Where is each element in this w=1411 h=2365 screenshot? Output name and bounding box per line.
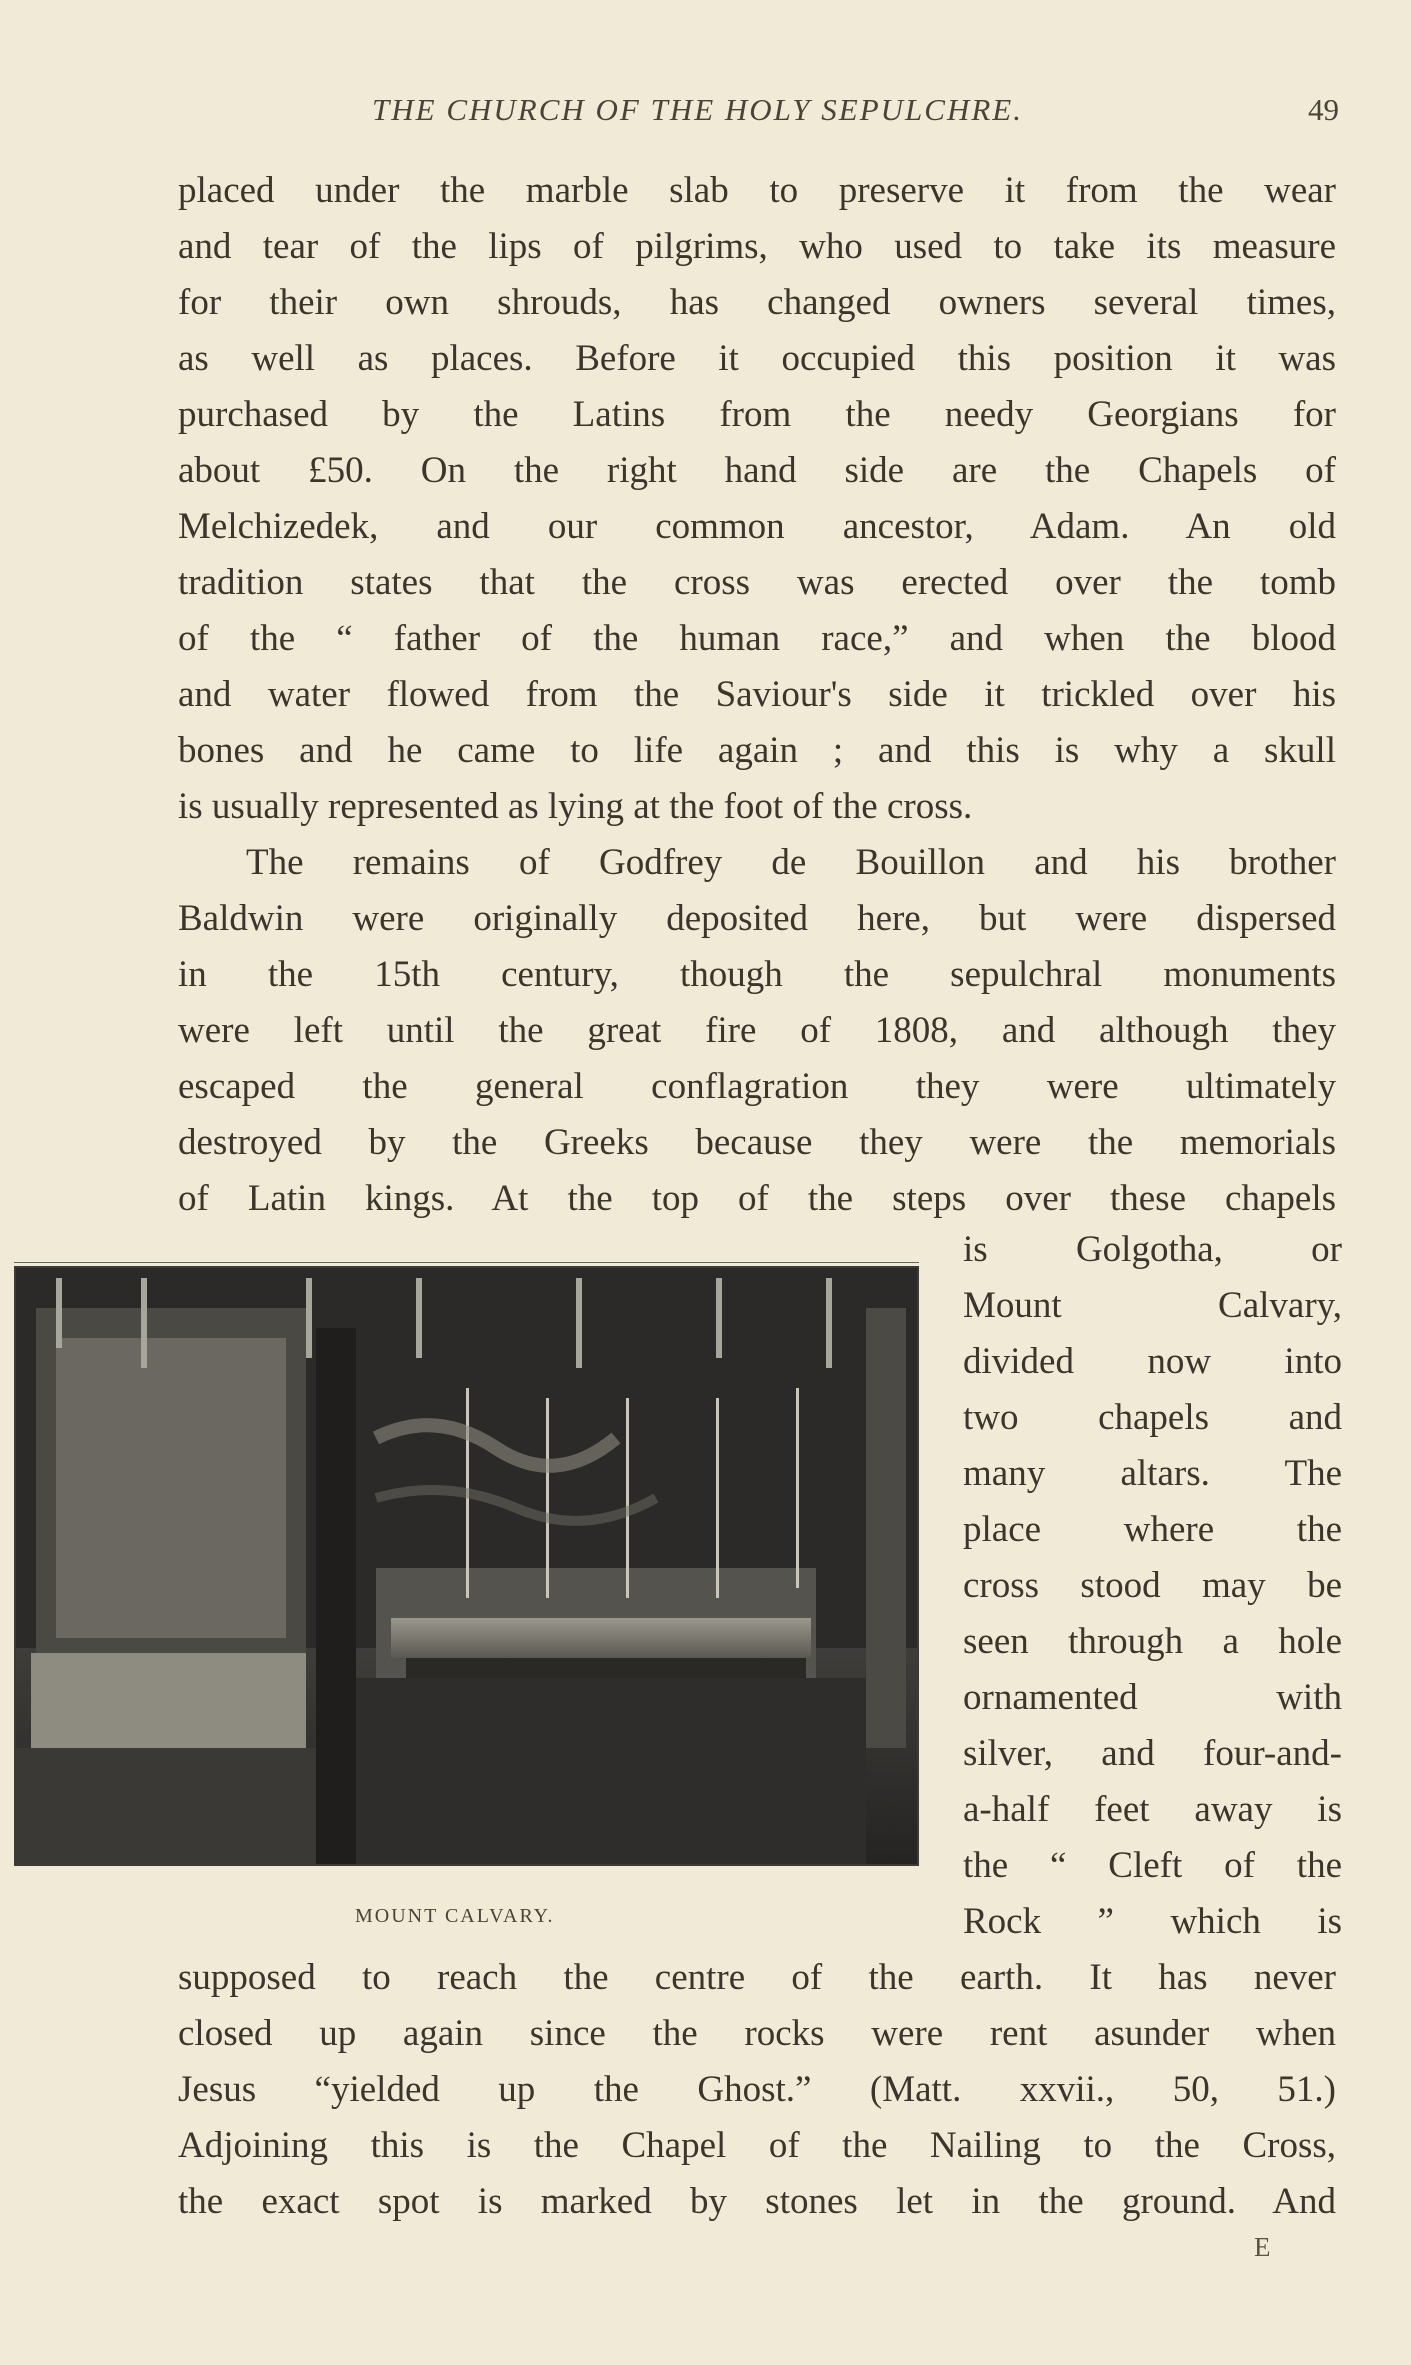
text-line: Adjoining this is the Chapel of the Nailing to the Cross,: [178, 2125, 1336, 2166]
text-line: Melchizedek, and our common ancestor, Adam. An old: [178, 506, 1336, 547]
mount-calvary-illustration: [14, 1266, 919, 1866]
text-line: placed under the marble slab to preserve it from the wear: [178, 170, 1336, 211]
text-line: of Latin kings. At the top of the steps over these chapels: [178, 1178, 1336, 1219]
illustration-image: [16, 1268, 917, 1864]
text-line: seen through a hole: [963, 1621, 1342, 1662]
text-line: the exact spot is marked by stones let in the ground. And: [178, 2181, 1336, 2222]
text-line: for their own shrouds, has changed owners several times,: [178, 282, 1336, 323]
text-line: is usually represented as lying at the foot of the cross.: [178, 786, 973, 827]
figure-caption: MOUNT CALVARY.: [355, 1905, 555, 1927]
text-line: and water flowed from the Saviour's side it trickled over his: [178, 674, 1336, 715]
text-line: ornamented with: [963, 1677, 1342, 1718]
body-text-top: [178, 163, 1336, 1227]
text-line: bones and he came to life again ; and this is why a skull: [178, 730, 1336, 771]
text-line: the “ Cleft of the: [963, 1845, 1342, 1886]
text-line: Rock ” which is: [963, 1901, 1342, 1942]
text-line: silver, and four-and-: [963, 1733, 1342, 1774]
text-line: divided now into: [963, 1341, 1342, 1382]
text-line: Mount Calvary,: [963, 1285, 1342, 1326]
text-line: Jesus “yielded up the Ghost.” (Matt. xxvii., 50, 51.): [178, 2069, 1336, 2110]
page-number: 49: [1308, 92, 1339, 127]
body-text-side: [963, 1222, 1342, 1950]
text-line: about £50. On the right hand side are the Chapels of: [178, 450, 1336, 491]
text-line: cross stood may be: [963, 1565, 1342, 1606]
text-line: purchased by the Latins from the needy Georgians for: [178, 394, 1336, 435]
text-line: place where the: [963, 1509, 1342, 1550]
text-line: tradition states that the cross was erected over the tomb: [178, 562, 1336, 603]
running-head: [0, 92, 1411, 132]
text-line: as well as places. Before it occupied this position it was: [178, 338, 1336, 379]
text-line: in the 15th century, though the sepulchral monuments: [178, 954, 1336, 995]
running-title: THE CHURCH OF THE HOLY SEPULCHRE.: [372, 92, 1023, 127]
text-line: is Golgotha, or: [963, 1229, 1342, 1270]
signature-mark: E: [1254, 2232, 1271, 2262]
text-line: of the “ father of the human race,” and when the blood: [178, 618, 1336, 659]
text-line: a-half feet away is: [963, 1789, 1342, 1830]
text-line: and tear of the lips of pilgrims, who used to take its measure: [178, 226, 1336, 267]
text-line: The remains of Godfrey de Bouillon and his brother: [246, 842, 1336, 883]
text-line: closed up again since the rocks were rent asunder when: [178, 2013, 1336, 2054]
body-text-bottom: [178, 1950, 1336, 2230]
text-line: many altars. The: [963, 1453, 1342, 1494]
text-line: were left until the great fire of 1808, and although they: [178, 1010, 1336, 1051]
figure-top-rule: [14, 1262, 919, 1263]
text-line: supposed to reach the centre of the earth. It has never: [178, 1957, 1336, 1998]
text-line: escaped the general conflagration they were ultimately: [178, 1066, 1336, 1107]
text-line: Baldwin were originally deposited here, but were dispersed: [178, 898, 1336, 939]
text-line: destroyed by the Greeks because they were the memorials: [178, 1122, 1336, 1163]
text-line: two chapels and: [963, 1397, 1342, 1438]
